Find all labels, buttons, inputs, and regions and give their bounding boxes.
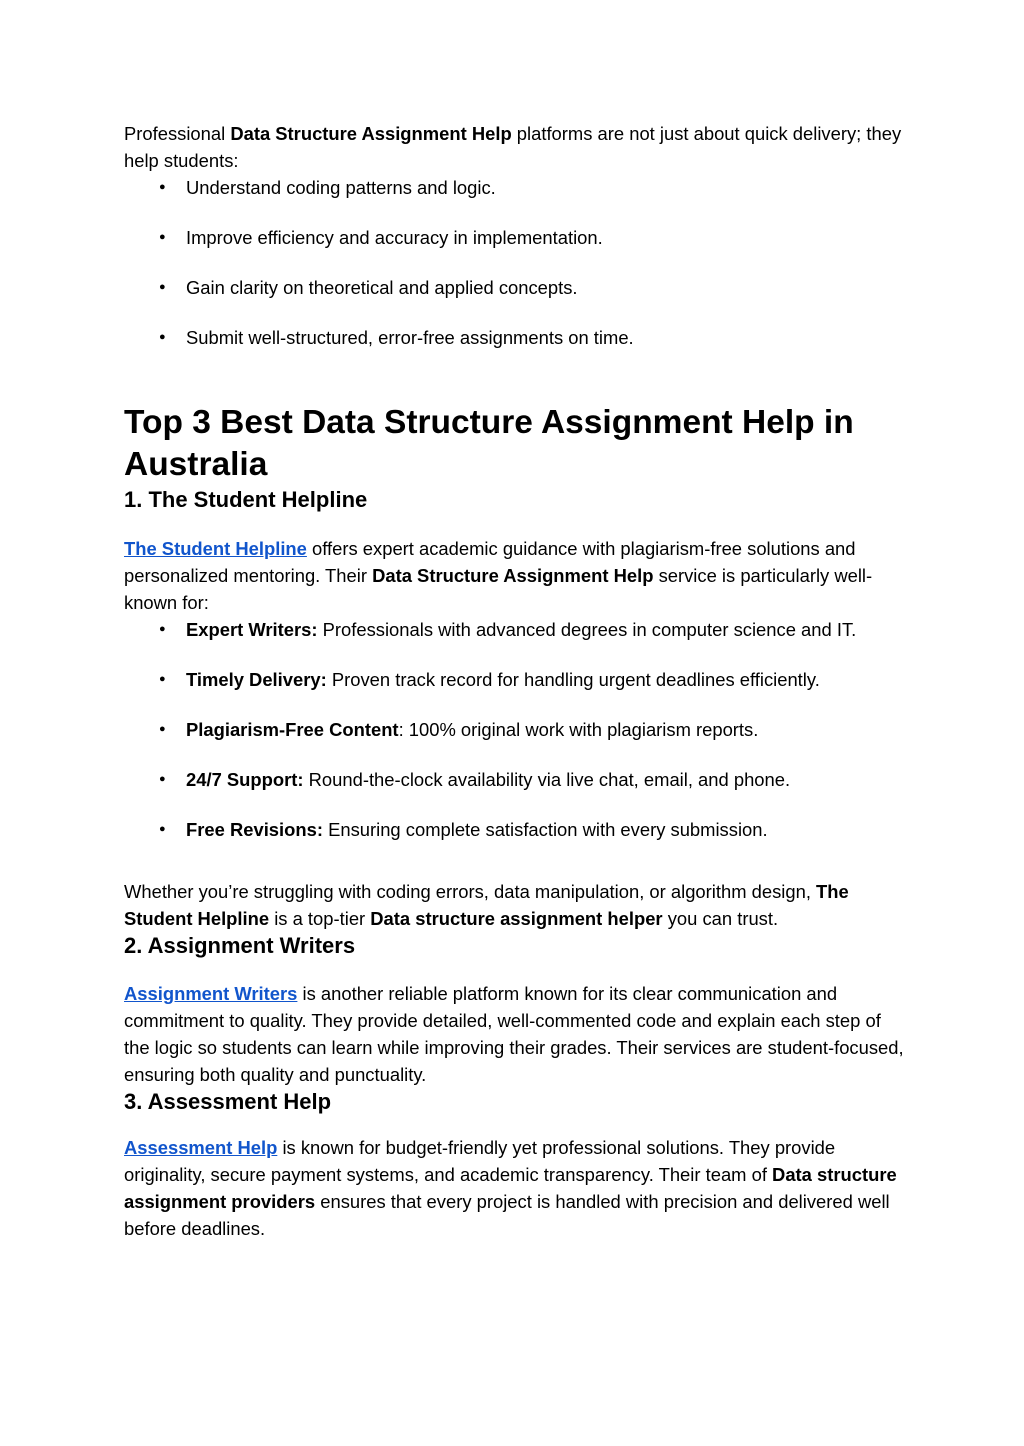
text-run: Professionals with advanced degrees in computer science and IT. — [317, 619, 857, 640]
text-run: Round-the-clock availability via live chat, email, and phone. — [303, 769, 791, 790]
list-item — [159, 766, 904, 793]
bullet-icon: ● — [159, 823, 166, 835]
bullet-icon: ● — [159, 623, 166, 635]
bold-text-run: Timely Delivery: — [186, 669, 327, 690]
text-run: ensures that every project is handled with precision and delivered well before deadlines. — [124, 1191, 890, 1239]
bullet-icon: ● — [159, 673, 166, 685]
text-link[interactable]: Assessment Help — [124, 1137, 278, 1158]
bold-text-run: Expert Writers: — [186, 619, 318, 640]
text-run: Whether you’re struggling with coding errors, data manipulation, or algorithm design, — [124, 881, 817, 902]
section-2-paragraph — [124, 980, 904, 1088]
text-run: Submit well-structured, error-free assignments on time. — [186, 327, 634, 348]
bold-text-run: 24/7 Support: — [186, 769, 304, 790]
text-run: Ensuring complete satisfaction with every submission. — [322, 819, 768, 840]
text-run: offers expert academic guidance with plagiarism-free solutions and personalized mentoring. Their — [124, 538, 856, 586]
list-item — [159, 716, 904, 743]
section-heading-assessment-help: 3. Assessment Help — [124, 1089, 332, 1114]
benefits-list — [124, 174, 904, 351]
list-item-text — [186, 719, 758, 740]
list-item-text — [186, 619, 856, 640]
section-1-closing-paragraph — [124, 878, 904, 932]
bold-text-run: The Student Helpline — [124, 881, 849, 929]
list-item-text — [186, 327, 634, 348]
bold-text-run: Free Revisions: — [186, 819, 323, 840]
list-item — [159, 274, 904, 301]
section-heading-assignment-writers: 2. Assignment Writers — [124, 933, 356, 958]
text-run: is another reliable platform known for its clear communication and commitment to quality. They provide detailed, well-commented code and explain each step of the logic so students can learn while improving their grades. Their services are student-focused, ensuring both quality and punctuality. — [124, 983, 904, 1085]
section-heading-student-helpline: 1. The Student Helpline — [124, 487, 368, 512]
list-item-text — [186, 227, 603, 248]
bullet-icon: ● — [159, 281, 166, 293]
list-item-text — [186, 769, 790, 790]
bullet-icon: ● — [159, 181, 166, 193]
text-run: is known for budget-friendly yet professional solutions. They provide originality, secure payment systems, and academic transparency. Their team of — [124, 1137, 836, 1185]
list-item-text — [186, 177, 496, 198]
list-item — [159, 816, 904, 843]
text-run: is a top-tier — [269, 908, 371, 929]
bold-text-run: Data Structure Assignment Help — [230, 123, 512, 144]
section-3-paragraph — [124, 1134, 904, 1242]
bold-text-run: Data Structure Assignment Help — [372, 565, 654, 586]
text-link[interactable]: The Student Helpline — [124, 538, 307, 559]
intro-paragraph — [124, 120, 904, 174]
bullet-icon: ● — [159, 723, 166, 735]
text-run: Professional — [124, 123, 231, 144]
text-run: : 100% original work with plagiarism reports. — [398, 719, 759, 740]
main-heading: Top 3 Best Data Structure Assignment Help in Australia — [124, 404, 854, 483]
list-item-text — [186, 669, 820, 690]
text-run: service is particularly well-known for: — [124, 565, 873, 613]
text-link[interactable]: Assignment Writers — [124, 983, 298, 1004]
text-run: Proven track record for handling urgent deadlines efficiently. — [326, 669, 820, 690]
section-1-paragraph — [124, 535, 904, 616]
bullet-icon: ● — [159, 331, 166, 343]
text-run: Improve efficiency and accuracy in implementation. — [186, 227, 603, 248]
bold-text-run: Data structure assignment providers — [124, 1164, 897, 1212]
bold-text-run: Plagiarism-Free Content — [186, 719, 399, 740]
list-item — [159, 224, 904, 251]
text-run: you can trust. — [662, 908, 779, 929]
list-item — [159, 616, 904, 643]
bold-text-run: Data structure assignment helper — [370, 908, 663, 929]
bullet-icon: ● — [159, 231, 166, 243]
section-1-features-list — [124, 616, 904, 843]
list-item — [159, 666, 904, 693]
text-run: Gain clarity on theoretical and applied concepts. — [186, 277, 578, 298]
list-item-text — [186, 819, 768, 840]
text-run: platforms are not just about quick delivery; they help students: — [124, 123, 902, 171]
text-run: Understand coding patterns and logic. — [186, 177, 496, 198]
list-item — [159, 324, 904, 351]
list-item-text — [186, 277, 578, 298]
bullet-icon: ● — [159, 773, 166, 785]
list-item — [159, 174, 904, 201]
